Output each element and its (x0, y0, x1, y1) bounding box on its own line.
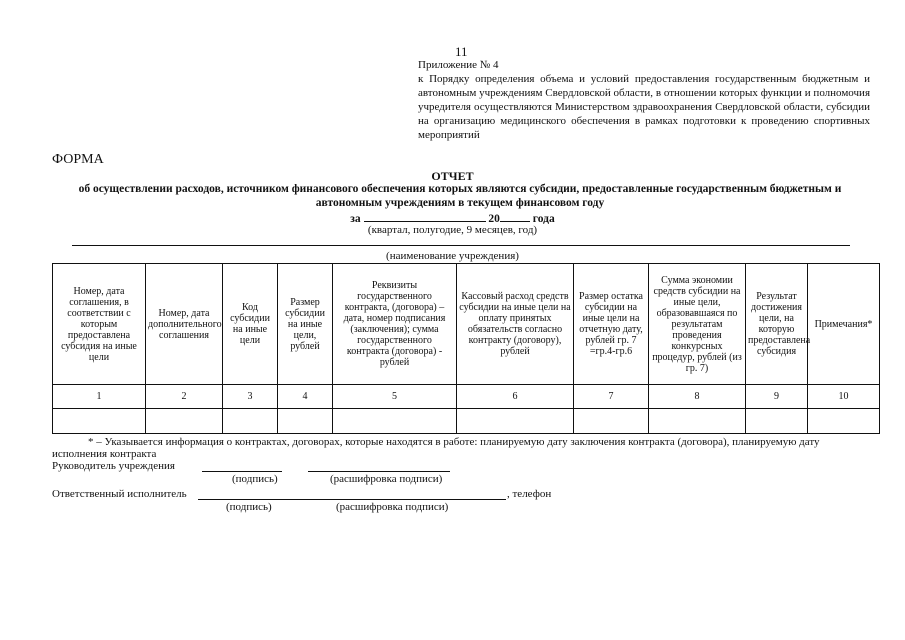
table-cell[interactable] (746, 409, 808, 434)
table-cell[interactable] (808, 409, 880, 434)
table-cell[interactable] (649, 409, 746, 434)
head-name-field[interactable] (308, 471, 450, 472)
executor-signature-field[interactable] (198, 499, 506, 500)
table-row (53, 409, 880, 434)
column-number: 5 (333, 385, 457, 409)
year-blank-field[interactable] (500, 210, 530, 222)
footnote: * – Указывается информация о контрактах, договорах, которые находятся в работе: планируемую дату заключения контракта (договора), планируемую дату исполнения контракта (52, 436, 820, 460)
column-number: 4 (278, 385, 333, 409)
executor-label: Ответственный исполнитель (52, 488, 187, 500)
institution-name-field[interactable] (72, 245, 850, 246)
column-header: Размер субсидии на иные цели, рублей (278, 264, 333, 385)
column-number-row (53, 385, 880, 409)
head-sign-hint: (подпись) (232, 473, 278, 485)
executor-sign-hint: (подпись) (226, 501, 272, 513)
page-number: 11 (455, 44, 468, 59)
column-number: 3 (223, 385, 278, 409)
form-label: ФОРМА (52, 152, 104, 167)
column-number: 8 (649, 385, 746, 409)
executor-phone-label: , телефон (507, 488, 552, 500)
column-number: 6 (457, 385, 574, 409)
column-header: Размер остатка субсидии на иные цели на отчетную дату, рублей гр. 7 =гр.4-гр.6 (574, 264, 649, 385)
report-subtitle: об осуществлении расходов, источником финансового обеспечения которых являются субсидии, предоставленные государственным бюджетным и автономным учреждениям в текущем финансовом году (78, 183, 842, 209)
table-cell[interactable] (457, 409, 574, 434)
table-cell[interactable] (278, 409, 333, 434)
column-header: Номер, дата дополнительного соглашения (146, 264, 223, 385)
executor-name-hint: (расшифровка подписи) (336, 501, 449, 513)
column-number: 9 (746, 385, 808, 409)
column-header: Результат достижения цели, на которую предоставлена субсидия (746, 264, 808, 385)
column-number: 10 (808, 385, 880, 409)
column-header: Примечания* (808, 264, 880, 385)
column-header: Кассовый расход средств субсидии на иные цели на оплату принятых обязательств согласно контракту (договору), рублей (457, 264, 574, 385)
period-prefix: за (350, 213, 361, 225)
report-title: ОТЧЕТ (431, 169, 474, 183)
institution-caption: (наименование учреждения) (386, 250, 519, 262)
appendix-title: Приложение № 4 (418, 59, 499, 71)
column-number: 1 (53, 385, 146, 409)
head-name-hint: (расшифровка подписи) (330, 473, 443, 485)
column-header: Сумма экономии средств субсидии на иные цели, образовавшаяся по результатам проведения конкурсных процедур, рублей (из гр. 7) (649, 264, 746, 385)
column-header: Код субсидии на иные цели (223, 264, 278, 385)
column-number: 2 (146, 385, 223, 409)
table-cell[interactable] (223, 409, 278, 434)
head-label: Руководитель учреждения (52, 460, 175, 472)
table-cell[interactable] (53, 409, 146, 434)
period-blank-field[interactable] (364, 210, 486, 222)
column-header: Номер, дата соглашения, в соответствии с которым предоставлена субсидия на иные цели (53, 264, 146, 385)
period-year-prefix: 20 (488, 213, 500, 225)
period-hint: (квартал, полугодие, 9 месяцев, год) (367, 224, 538, 236)
report-table (52, 263, 880, 434)
report-period-line (0, 210, 905, 225)
table-cell[interactable] (574, 409, 649, 434)
table-cell[interactable] (333, 409, 457, 434)
table-cell[interactable] (146, 409, 223, 434)
column-number: 7 (574, 385, 649, 409)
appendix-text: к Порядку определения объема и условий предоставления государственным бюджетным и автономным учреждениям Свердловской области, в отношении которых функции и полномочия учредителя осуществляются Министерством здравоохранения Свердловской области, субсидии на организацию медицинского обеспечения в рамках подготовки к проведению спортивных мероприятий (418, 73, 870, 141)
table-header-row (53, 264, 880, 385)
period-suffix: года (532, 213, 555, 225)
column-header: Реквизиты государственного контракта, (договора) – дата, номер подписания (заключения); сумма государственного контракта (договора) - рублей (333, 264, 457, 385)
head-signature-field[interactable] (202, 471, 282, 472)
